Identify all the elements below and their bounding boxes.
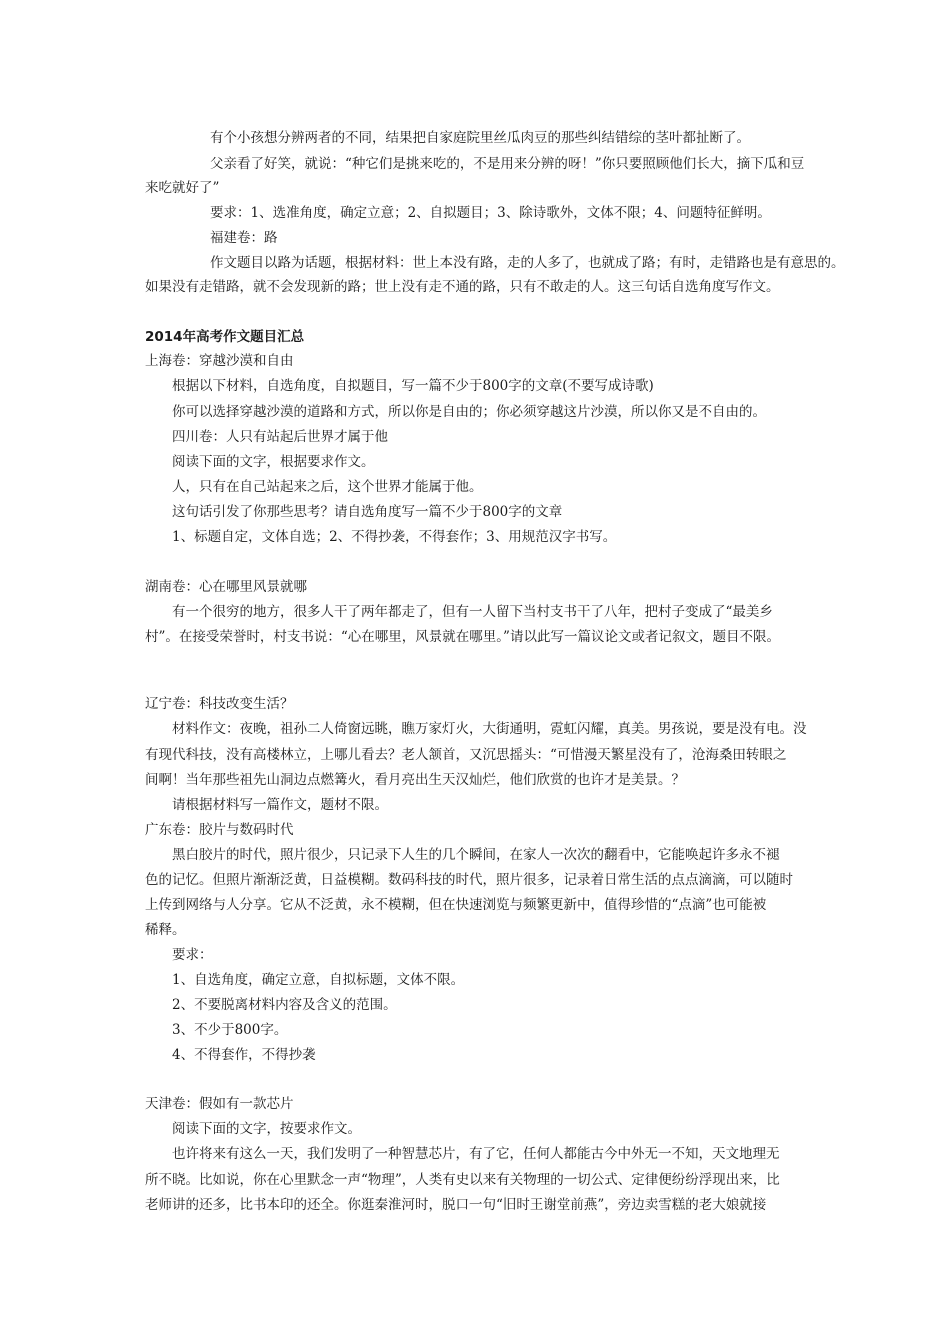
paragraph-line: 有现代科技，没有高楼林立，上哪儿看去？老人颔首，又沉思摇头：“可惜漫天繁星没有了，沧海桑田转眼之 bbox=[145, 747, 787, 763]
paragraph-line: 如果没有走错路，就不会发现新的路；世上没有走不通的路，只有不敢走的人。这三句话自选角度写作文。 bbox=[145, 279, 780, 295]
paragraph-line: 上传到网络与人分享。它从不泛黄，永不模糊，但在快速浏览与频繁更新中，值得珍惜的“点滴”也可能被 bbox=[145, 897, 767, 913]
paragraph-line: 老师讲的还多，比书本印的还全。你逛秦淮河时，脱口一句“旧时王谢堂前燕”，旁边卖雪糕的老大娘就接 bbox=[145, 1197, 767, 1213]
paragraph-line: 所不晓。比如说，你在心里默念一声“物理”，人类有史以来有关物理的一切公式、定律便纷纷浮现出来，比 bbox=[145, 1172, 780, 1188]
paragraph-line: 福建卷：路 bbox=[210, 230, 278, 246]
paragraph-line: 要求：1、选准角度，确定立意；2、自拟题目；3、除诗歌外，文体不限；4、问题特征鲜明。 bbox=[210, 205, 771, 221]
exam-title-guangdong: 广东卷：胶片与数码时代 bbox=[145, 822, 294, 838]
paragraph-line: 有个小孩想分辨两者的不同，结果把自家庭院里丝瓜肉豆的那些纠结错综的茎叶都扯断了。 bbox=[210, 130, 750, 146]
paragraph-line: 阅读下面的文字，根据要求作文。 bbox=[172, 454, 375, 470]
requirement-item: 1、自选角度，确定立意，自拟标题，文体不限。 bbox=[172, 972, 465, 988]
paragraph-line: 稀释。 bbox=[145, 922, 186, 938]
requirement-item: 2、不要脱离材料内容及含义的范围。 bbox=[172, 997, 397, 1013]
paragraph-line: 黑白胶片的时代，照片很少，只记录下人生的几个瞬间，在家人一次次的翻看中，它能唤起许多永不褪 bbox=[172, 847, 780, 863]
paragraph-line: 间啊！当年那些祖先山洞边点燃篝火，看月亮出生天汉灿烂，他们欣赏的也许才是美景。？ bbox=[145, 772, 685, 788]
paragraph-line: 人，只有在自己站起来之后，这个世界才能属于他。 bbox=[172, 479, 483, 495]
requirement-item: 4、不得套作，不得抄袭 bbox=[172, 1047, 316, 1063]
requirement-item: 3、不少于800字。 bbox=[172, 1022, 288, 1038]
paragraph-line: 父亲看了好笑，就说：“种它们是挑来吃的，不是用来分辨的呀！”你只要照顾他们长大，摘下瓜和豆 bbox=[210, 156, 805, 172]
exam-title-hunan: 湖南卷：心在哪里风景就哪 bbox=[145, 579, 307, 595]
requirement-label: 要求： bbox=[172, 947, 213, 963]
paragraph-line: 这句话引发了你那些思考？请自选角度写一篇不少于800字的文章 bbox=[172, 504, 563, 520]
exam-title-shanghai: 上海卷：穿越沙漠和自由 bbox=[145, 353, 294, 369]
paragraph-line: 村”。在接受荣誉时，村支书说：“心在哪里，风景就在哪里。”请以此写一篇议论文或者记叙文，题目不限。 bbox=[145, 629, 780, 645]
paragraph-line: 1、标题自定，文体自选；2、不得抄袭，不得套作；3、用规范汉字书写。 bbox=[172, 529, 617, 545]
paragraph-line: 请根据材料写一篇作文，题材不限。 bbox=[172, 797, 388, 813]
section-title: 2014年高考作文题目汇总 bbox=[145, 329, 305, 345]
paragraph-line: 阅读下面的文字，按要求作文。 bbox=[172, 1121, 361, 1137]
paragraph-line: 色的记忆。但照片渐渐泛黄，日益模糊。数码科技的时代，照片很多，记录着日常生活的点点滴滴，可以随时 bbox=[145, 872, 793, 888]
paragraph-line: 有一个很穷的地方，很多人干了两年都走了，但有一人留下当村支书干了八年，把村子变成了“最美乡 bbox=[172, 604, 773, 620]
paragraph-line: 也许将来有这么一天，我们发明了一种智慧芯片，有了它，任何人都能古今中外无一不知，天文地理无 bbox=[172, 1146, 780, 1162]
paragraph-line: 材料作文：夜晚，祖孙二人倚窗远眺，瞧万家灯火，大街通明，霓虹闪耀，真美。男孩说，要是没有电。没 bbox=[172, 721, 807, 737]
paragraph-line: 根据以下材料，自选角度，自拟题目，写一篇不少于800字的文章(不要写成诗歌) bbox=[172, 378, 654, 394]
exam-title-tianjin: 天津卷：假如有一款芯片 bbox=[145, 1096, 294, 1112]
exam-title-sichuan: 四川卷：人只有站起后世界才属于他 bbox=[172, 429, 388, 445]
paragraph-line: 来吃就好了” bbox=[145, 180, 220, 196]
paragraph-line: 作文题目以路为话题，根据材料：世上本没有路，走的人多了，也就成了路；有时，走错路也是有意思的。 bbox=[210, 255, 845, 271]
paragraph-line: 你可以选择穿越沙漠的道路和方式，所以你是自由的；你必须穿越这片沙漠，所以你又是不自由的。 bbox=[172, 404, 766, 420]
exam-title-liaoning: 辽宁卷：科技改变生活？ bbox=[145, 696, 294, 712]
